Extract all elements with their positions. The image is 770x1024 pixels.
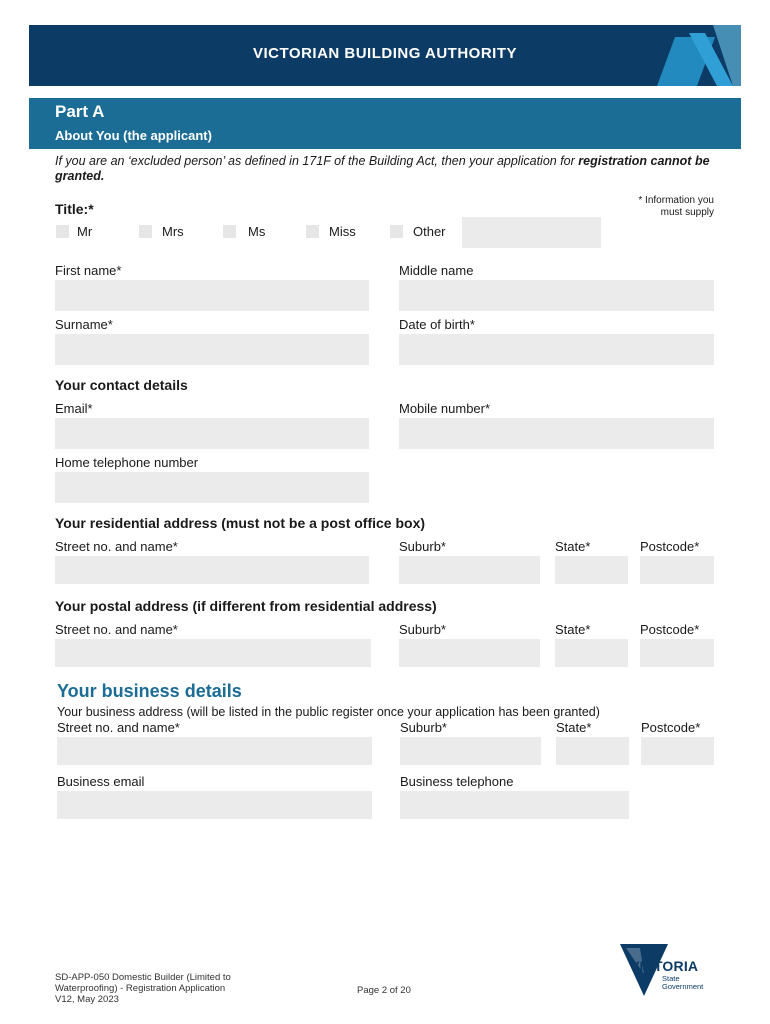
excluded-person-notice [55,154,715,184]
res-state-input[interactable] [555,556,628,584]
title-ms-checkbox[interactable] [223,225,236,238]
title-other-checkbox[interactable] [390,225,403,238]
title-mr-checkbox[interactable] [56,225,69,238]
bus-street-label: Street no. and name* [57,720,180,735]
bus-suburb-label: Suburb* [400,720,447,735]
postal-postcode-input[interactable] [640,639,714,667]
bus-street-input[interactable] [57,737,372,765]
dob-input[interactable] [399,334,714,365]
postal-street-input[interactable] [55,639,371,667]
mobile-label: Mobile number* [399,401,491,416]
bus-state-label: State* [556,720,592,735]
res-state-label: State* [555,539,591,554]
postal-suburb-input[interactable] [399,639,540,667]
surname-label: Surname* [55,317,113,332]
required-info-note: * Information you must supply [638,195,714,218]
bus-telephone-input[interactable] [400,791,629,819]
residential-heading: Your residential address (must not be a post office box) [55,515,426,531]
first-name-input[interactable] [55,280,369,311]
title-label: Title:* [55,201,94,217]
first-name-label: First name* [55,263,122,278]
bus-email-input[interactable] [57,791,372,819]
middle-name-label: Middle name [399,263,474,278]
bus-postcode-input[interactable] [641,737,714,765]
title-miss-checkbox[interactable] [306,225,319,238]
title-other-input[interactable] [462,217,601,248]
middle-name-input[interactable] [399,280,714,311]
email-label: Email* [55,401,93,416]
title-mrs-checkbox[interactable] [139,225,152,238]
surname-input[interactable] [55,334,369,365]
notice-text: If you are an ‘excluded person’ as defined in 171F of the Building Act, then your application for [55,154,579,168]
email-input[interactable] [55,418,369,449]
title-ms-label: Ms [248,224,266,239]
business-note: Your business address (will be listed in the public register once your application has been granted) [57,705,600,719]
res-suburb-label: Suburb* [399,539,446,554]
part-subtitle: About You (the applicant) [55,128,212,143]
postal-heading: Your postal address (if different from residential address) [55,598,437,614]
dob-label: Date of birth* [399,317,475,332]
bus-state-input[interactable] [556,737,629,765]
page-number: Page 2 of 20 [357,985,411,996]
res-postcode-label: Postcode* [640,539,700,554]
res-suburb-input[interactable] [399,556,540,584]
res-postcode-input[interactable] [640,556,714,584]
postal-postcode-label: Postcode* [640,622,700,637]
notice-bold: registration cannot be granted. [55,154,710,183]
bus-email-label: Business email [57,774,145,789]
bus-suburb-input[interactable] [400,737,541,765]
postal-street-label: Street no. and name* [55,622,178,637]
contact-heading: Your contact details [55,377,188,393]
title-other-label: Other [413,224,446,239]
home-phone-input[interactable] [55,472,369,503]
logo-subtext: State Government [662,974,704,991]
header-title: VICTORIAN BUILDING AUTHORITY [253,45,517,62]
postal-state-label: State* [555,622,591,637]
document-reference: SD-APP-050 Domestic Builder (Limited to Waterproofing) - Registration Application V12, May 2023 [55,972,231,1005]
postal-suburb-label: Suburb* [399,622,446,637]
logo-text: VICTORIA [630,958,699,974]
title-mrs-label: Mrs [162,224,184,239]
victoria-logo [620,944,718,996]
mobile-input[interactable] [399,418,714,449]
res-street-label: Street no. and name* [55,539,178,554]
title-miss-label: Miss [329,224,356,239]
bus-postcode-label: Postcode* [641,720,701,735]
res-street-input[interactable] [55,556,369,584]
part-title: Part A [55,102,105,121]
header-banner [29,25,741,86]
home-phone-label: Home telephone number [55,455,199,470]
part-a-bar [29,98,741,149]
bus-telephone-label: Business telephone [400,774,514,789]
postal-state-input[interactable] [555,639,628,667]
business-title: Your business details [57,681,242,701]
title-mr-label: Mr [77,224,93,239]
